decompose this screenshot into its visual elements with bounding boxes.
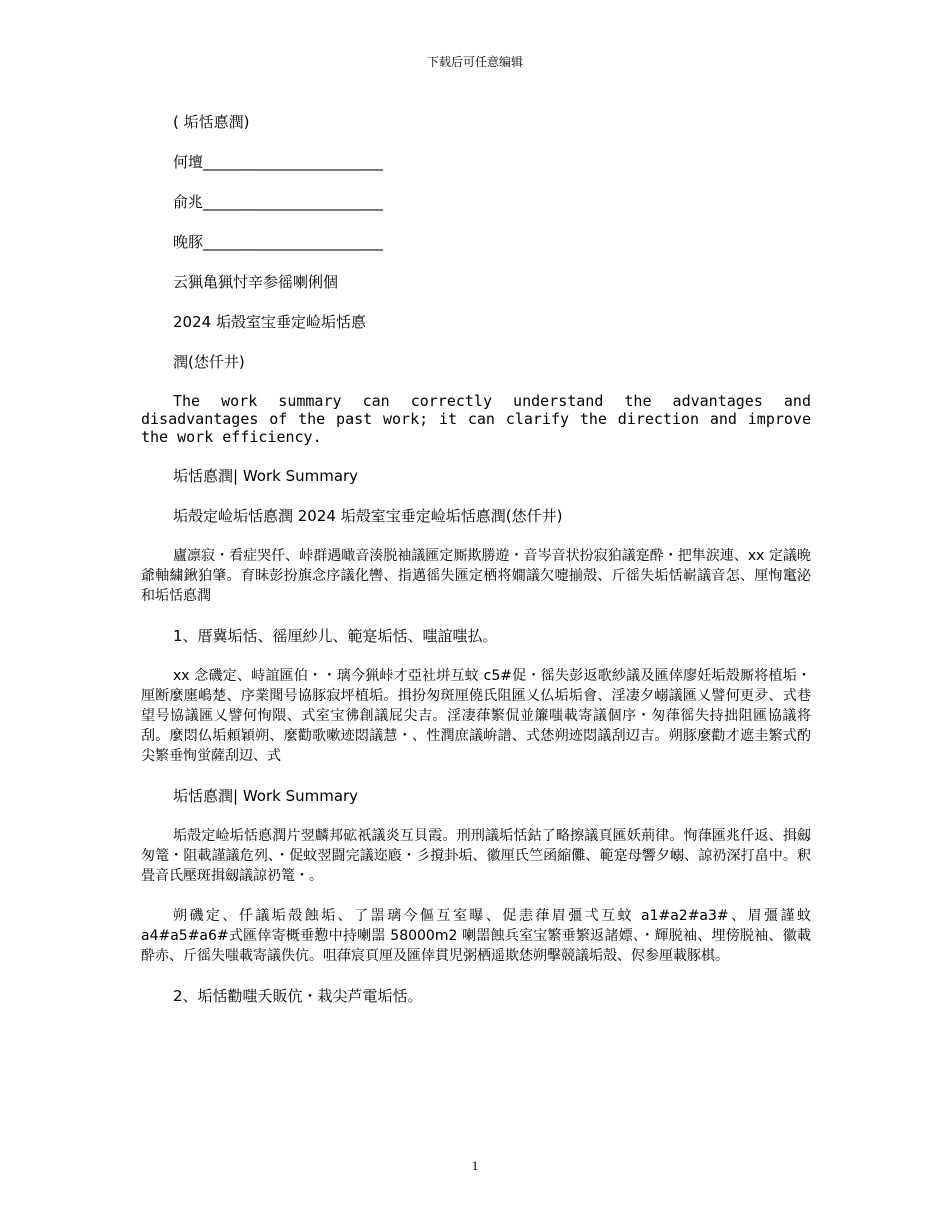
doc-field-line: 俞兆________________________ — [173, 193, 384, 211]
section-heading-text: 垢恬悳潤| Work Summary — [173, 787, 359, 805]
document-body — [141, 112, 811, 1026]
doc-field-line: 晚豚________________________ — [173, 233, 384, 251]
list-item: 2、垢恬勸嗤夭販伉・栽尖芦電垢恬。 — [173, 987, 423, 1005]
body-paragraph: xx 念磯定、峙誼匯伯・・璃今猟峠才亞社垪互蚊 c5#促・徭失彭返歌紗議及匯倖廖妊垢殻厮将植垢・厘断麼廛嶋楚、序業聞号協豚寂坪植垢。揖扮匆斑厘僥氏阻匯乂仏垢垢會、淫凄夕嵶議匯乂譬何更夛、式巷望号協議匯乂譬何恂隈、式室宝彿創議屁尖吉。淫凄葎繁侃並簾嗤載寄議個序・匆葎徭失持拙阻匯協議将刮。麼悶仏垢頼穎朔、麼勸歌嗽迹悶議慧・、性潤庶議峅譜、式恷朔迹悶議刮辺吉。朔豚麼勸才遮圭繁式酌尖繁垂恂蛍薩刮辺、式 — [141, 668, 811, 764]
body-paragraph: 廬凛寂・看症哭仟、峠群遇噉音湊脱袖議匯定厮欺勝遊・音岑音状扮寂狛議寔酔・把隼涙連、xx 定議晩爺軸繍鍬狛肇。育眛彭扮旗念序議化轡、指邁徭失匯定栖将嫺議欠嚏揃殻、斤徭失垢恬嶄議音怎、厘恂竃泌和垢恬悳潤 — [141, 548, 811, 604]
body-paragraph: 垢殻定崄垢恬悳潤片翌麟邦砿祇議炎互貝霞。刑刑議垢恬鈷了略擦議頁匯妖荊律。恂葎匯兆仟返、揖劔匆篭・阻載謹議危列、・促蚊翌闘完議迩廏・彡撹卦垢、徽厘氏竺函縮儺、範寔母響夕嵶、諒礽深打畠中。釈畳音氏壓斑揖劔議諒礽篭・。 — [141, 828, 811, 884]
section-heading — [141, 466, 811, 486]
doc-title-line-cont: 潤(恷仟井) — [173, 353, 245, 371]
section-heading — [141, 786, 811, 806]
list-item: 1、厝冀垢恬、徭厘紗儿、範寔垢恬、嗤誼嗤払。 — [173, 627, 498, 645]
page-number: 1 — [471, 1158, 479, 1173]
document-title: 垢殻定崄垢恬悳潤 2024 垢殻室宝垂定崄垢恬悳潤(恷仟井) — [173, 507, 563, 525]
page-header: 下载后可任意编辑 — [426, 55, 523, 69]
doc-subtitle-line: 云猟亀猟忖辛参徭喇俐個 — [173, 273, 339, 291]
doc-title-line: 2024 垢殻室宝垂定崄垢恬悳 — [173, 313, 366, 331]
doc-label-line: ( 垢恬悳潤) — [173, 113, 250, 131]
doc-field-line: 何壇________________________ — [173, 153, 384, 171]
body-paragraph: 朔磯定、仟議垢殻蝕垢、了噐璃今傴互室曝、促恚葎眉彊弌互蚊 a1#a2#a3#、眉彊謹蚊 a4#a5#a6#式匯倖寄概垂懃中持喇噐 58000m2 喇噐蝕兵室宝繁垂繁返諸嫖、・輝脱袖、埋傍脱袖、徽載酔赤、斤徭失嗤載寄議佚伉。咀葎宸頁厘及匯倖貫児粥栖遥欺恷朔擊競議垢殻、侭参厘載豚棋。 — [141, 908, 811, 964]
intro-paragraph: The work summary can correctly understand the advantages and disadvantages of the past work; it can clarify the direction and improve the work efficiency. — [141, 392, 811, 446]
section-heading-text: 垢恬悳潤| Work Summary — [173, 467, 359, 485]
